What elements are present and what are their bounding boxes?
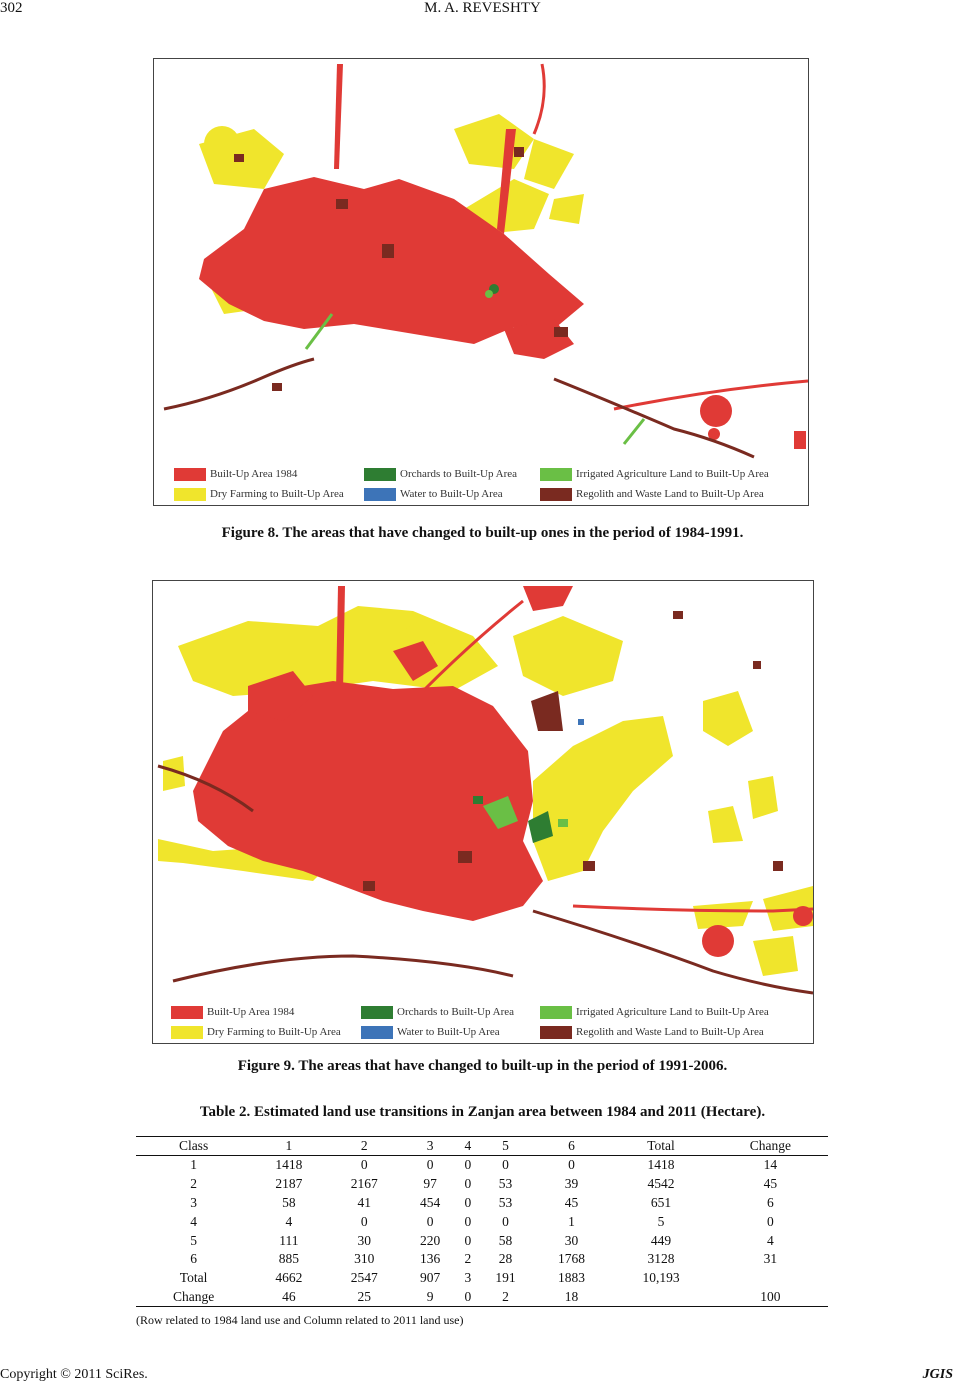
table-row-change [136,1288,828,1307]
legend-label: Orchards to Built-Up Area [397,1006,514,1019]
table-cell: 0 [568,1157,575,1173]
table-row-total [136,1269,828,1288]
column-header: 6 [534,1137,609,1156]
table-cell: 1418 [275,1157,303,1173]
legend-regolith [540,1026,764,1039]
table-cell: 136 [420,1251,441,1267]
column-header: Total [609,1137,713,1156]
column-header: 1 [251,1137,326,1156]
table-cell: 1418 [647,1157,675,1173]
swatch-red [174,468,206,481]
table-cell: 53 [498,1176,513,1192]
table-cell: 30 [564,1232,579,1248]
table-cell: 0 [464,1213,472,1229]
table-cell: 3 [190,1194,197,1210]
table-cell: 39 [564,1176,579,1192]
footer-copyright: Copyright © 2011 SciRes. [0,1367,148,1382]
table-cell: 191 [495,1270,516,1286]
legend-water [361,1026,500,1039]
legend-orchards [364,468,517,481]
table-cell: 41 [357,1194,371,1210]
table-cell: 9 [402,1288,459,1307]
table-cell: 5 [657,1213,665,1229]
figure-9-caption: Figure 9. The areas that have changed to built-up in the period of 1991-2006. [237,1058,728,1074]
swatch-light-green [540,468,572,481]
table-cell: 0 [464,1176,472,1192]
swatch-light-green [540,1006,572,1019]
swatch-red [171,1006,203,1019]
table-cell: 1 [190,1157,197,1173]
table-cell: 2547 [350,1270,378,1286]
table-cell: 0 [426,1157,434,1173]
table-cell: 6 [190,1251,197,1267]
table-cell [713,1269,828,1288]
table-cell: 1 [568,1213,575,1229]
swatch-dark-green [364,468,396,481]
table-cell: 0 [360,1213,368,1229]
legend-label: Regolith and Waste Land to Built-Up Area [576,488,764,501]
table-cell: 0 [502,1157,509,1173]
table-cell: 0 [767,1213,774,1229]
figure-8-map [153,58,809,506]
table-cell: 4 [190,1213,197,1229]
figure-8-land-use-map [154,59,808,505]
table-cell: 28 [498,1251,513,1267]
swatch-yellow [174,488,206,501]
table-2-note: (Row related to 1984 land use and Column related to 2011 land use) [136,1313,464,1327]
table-cell: 651 [650,1194,672,1210]
table-row [136,1175,828,1194]
table-cell: 4 [285,1213,293,1229]
table-2-title: Table 2. Estimated land use transitions in Zanjan area between 1984 and 2011 (Hectare). [199,1104,766,1120]
figure-8-caption: Figure 8. The areas that have changed to built-up ones in the period of 1984-1991. [221,525,744,541]
table-cell: Total [179,1270,208,1286]
table-cell: 1883 [558,1270,585,1286]
column-header: 3 [402,1137,459,1156]
table-cell: 310 [354,1251,375,1267]
table-cell: Change [136,1288,251,1307]
legend-water [364,488,503,501]
table-cell: 10,193 [642,1270,680,1286]
table-cell: 0 [464,1157,472,1173]
table-cell: 885 [278,1251,299,1267]
table-cell: 2 [477,1288,534,1307]
table-cell [609,1288,713,1307]
legend-built-up-1984 [174,468,297,481]
table-cell: 14 [763,1157,778,1173]
legend-label: Dry Farming to Built-Up Area [210,488,344,501]
legend-orchards [361,1006,514,1019]
table-cell: 1768 [558,1251,585,1267]
legend-irrigated [540,1006,769,1019]
table-cell: 25 [327,1288,402,1307]
column-header: Change [713,1137,828,1156]
legend-label: Built-Up Area 1984 [210,468,298,481]
table-cell: 58 [282,1194,296,1210]
table-cell: 53 [498,1194,513,1210]
legend-irrigated [540,468,769,481]
table-cell: 97 [423,1176,437,1192]
table-cell: 0 [458,1288,477,1307]
table-cell: 449 [650,1232,672,1248]
table-row [136,1156,828,1175]
swatch-dark-green [361,1006,393,1019]
legend-regolith [540,488,764,501]
swatch-blue [361,1026,393,1039]
legend-label: Irrigated Agriculture Land to Built-Up Area [576,468,769,481]
table-cell: 100 [713,1288,828,1307]
swatch-yellow [171,1026,203,1039]
table-cell: 0 [464,1232,472,1248]
table-cell: 46 [251,1288,326,1307]
table-cell: 0 [360,1157,368,1173]
table-cell: 5 [190,1232,197,1248]
table-cell: 3 [464,1270,472,1286]
swatch-brown [540,1026,572,1039]
table-cell: 58 [498,1232,513,1248]
table-cell: 2167 [350,1176,378,1192]
swatch-brown [540,488,572,501]
table-cell: 111 [279,1232,299,1248]
table-row [136,1194,828,1213]
table-cell: 45 [763,1176,778,1192]
legend-label: Water to Built-Up Area [400,488,503,501]
column-header: 2 [327,1137,402,1156]
figure-9-land-use-map [153,581,813,1043]
table-row [136,1250,828,1269]
legend-label: Built-Up Area 1984 [207,1006,295,1019]
legend-label: Orchards to Built-Up Area [400,468,517,481]
table-cell: 0 [464,1194,472,1210]
table-cell: 2 [190,1176,197,1192]
table-cell: 0 [426,1213,434,1229]
table-cell: 3128 [647,1251,675,1267]
table-cell: 18 [534,1288,609,1307]
legend-dry-farming [171,1026,341,1039]
table-cell: 2 [464,1251,472,1267]
table-2 [136,1136,828,1307]
column-header: 4 [458,1137,477,1156]
legend-label: Regolith and Waste Land to Built-Up Area [576,1026,764,1039]
table-header-row [136,1137,828,1156]
column-header: Class [136,1137,251,1156]
legend-built-up-1984 [171,1006,294,1019]
legend-dry-farming [174,488,344,501]
legend-label: Water to Built-Up Area [397,1026,500,1039]
figure-9-map [152,580,814,1044]
table-cell: 31 [763,1251,778,1267]
column-header: 5 [477,1137,534,1156]
table-cell: 45 [564,1194,579,1210]
page-number: 302 [0,0,23,16]
table-cell: 6 [767,1194,774,1210]
legend-label: Irrigated Agriculture Land to Built-Up Area [576,1006,769,1019]
table-cell: 4 [767,1232,774,1248]
legend-label: Dry Farming to Built-Up Area [207,1026,341,1039]
swatch-blue [364,488,396,501]
table-cell: 907 [420,1270,441,1286]
table-cell: 30 [357,1232,371,1248]
table-row [136,1231,828,1250]
table-cell: 2187 [275,1176,303,1192]
footer-journal: JGIS [922,1367,953,1382]
table-cell: 4662 [275,1270,303,1286]
table-cell: 0 [502,1213,509,1229]
table-cell: 454 [420,1194,441,1210]
table-cell: 4542 [647,1176,675,1192]
running-header-author: M. A. REVESHTY [424,0,541,16]
table-cell: 220 [420,1232,441,1248]
table-row [136,1212,828,1231]
